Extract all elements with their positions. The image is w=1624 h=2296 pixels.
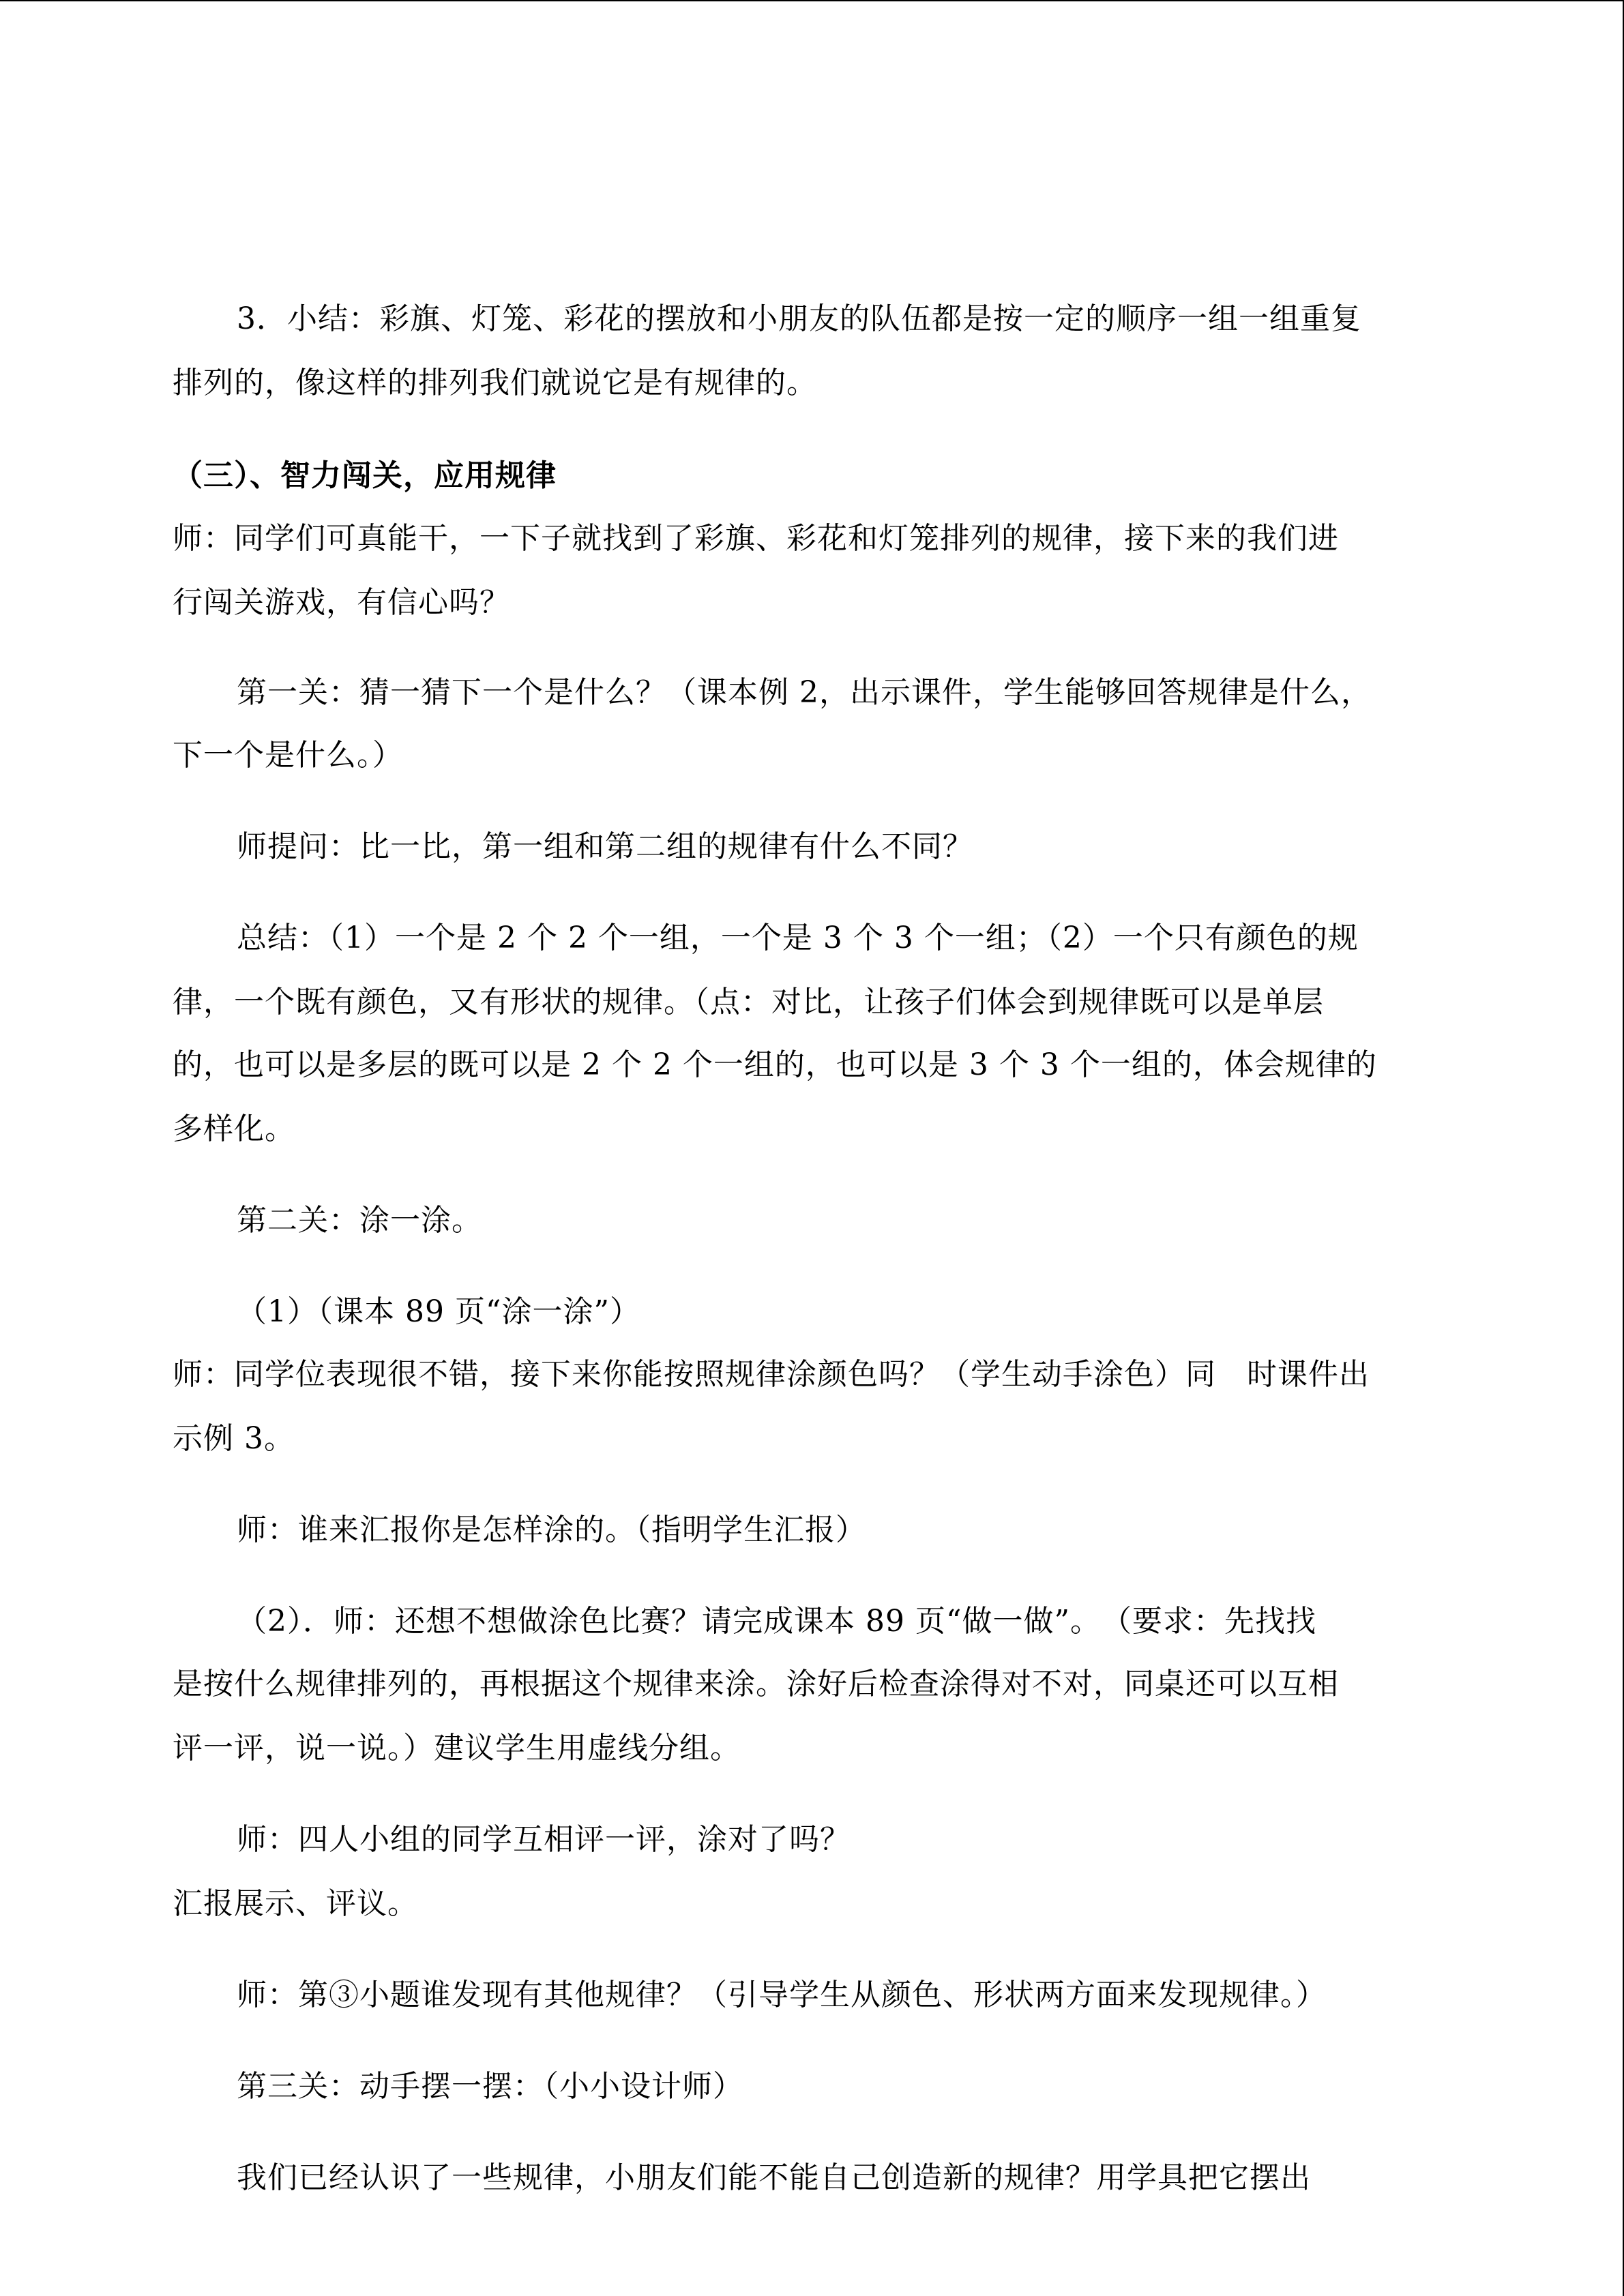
level-three-heading: 第三关：动手摆一摆：（小小设计师） <box>237 2069 743 2104</box>
question-three-line: 师：第③小题谁发现有其他规律？（引导学生从颜色、形状两方面来发现规律。） <box>237 1978 1327 2012</box>
report-line: 师：谁来汇报你是怎样涂的。（指明学生汇报） <box>237 1512 866 1547</box>
level-one-line-1: 第一关：猜一猜下一个是什么？（课本例 2，出示课件，学生能够回答规律是什么， <box>237 675 1372 710</box>
group-review-line: 师：四人小组的同学互相评一评，涂对了吗？ <box>237 1822 851 1857</box>
conclusion-line-2: 律，一个既有颜色，又有形状的规律。（点：对比，让孩子们体会到规律既可以是单层 <box>173 985 1324 1019</box>
display-line: 汇报展示、评议。 <box>173 1886 418 1921</box>
conclusion-line-1: 总结：（1）一个是 2 个 2 个一组，一个是 3 个 3 个一组；（2）一个只有颜色的规 <box>237 921 1359 955</box>
competition-line-2: 是按什么规律排列的，再根据这个规律来涂。涂好后检查涂得对不对，同桌还可以互相 <box>173 1667 1339 1701</box>
competition-line-3: 评一评，说一说。）建议学生用虚线分组。 <box>173 1731 741 1765</box>
teacher-line-2: 行闯关游戏，有信心吗？ <box>173 585 510 620</box>
teacher-question: 师提问：比一比，第一组和第二组的规律有什么不同？ <box>237 829 973 864</box>
level-one-line-2: 下一个是什么。） <box>173 738 403 773</box>
teacher-line-1: 师：同学们可真能干，一下子就找到了彩旗、彩花和灯笼排列的规律，接下来的我们进 <box>173 521 1339 556</box>
coloring-line-1: 师：同学位表现很不错，接下来你能按照规律涂颜色吗？（学生动手涂色）同 时课件出 <box>173 1357 1370 1392</box>
conclusion-line-4: 多样化。 <box>173 1112 295 1146</box>
coloring-line-2: 示例 3。 <box>173 1421 295 1456</box>
section-heading: （三）、智力闯关，应用规律 <box>173 458 557 493</box>
new-pattern-line: 我们已经认识了一些规律，小朋友们能不能自己创造新的规律？用学具把它摆出 <box>237 2160 1311 2195</box>
level-two-heading: 第二关：涂一涂。 <box>237 1203 482 1238</box>
summary-line-2: 排列的，像这样的排列我们就说它是有规律的。 <box>173 366 817 400</box>
conclusion-line-3: 的，也可以是多层的既可以是 2 个 2 个一组的，也可以是 3 个 3 个一组的，体会规律的 <box>173 1047 1377 1082</box>
summary-line-1: 3．小结：彩旗、灯笼、彩花的摆放和小朋友的队伍都是按一定的顺序一组一组重复 <box>237 301 1361 336</box>
competition-line-1: （2）．师：还想不想做涂色比赛？请完成课本 89 页“做一做”。 （要求：先找找 <box>237 1604 1316 1639</box>
textbook-reference-one: （1）（课本 89 页“涂一涂”） <box>237 1294 640 1329</box>
